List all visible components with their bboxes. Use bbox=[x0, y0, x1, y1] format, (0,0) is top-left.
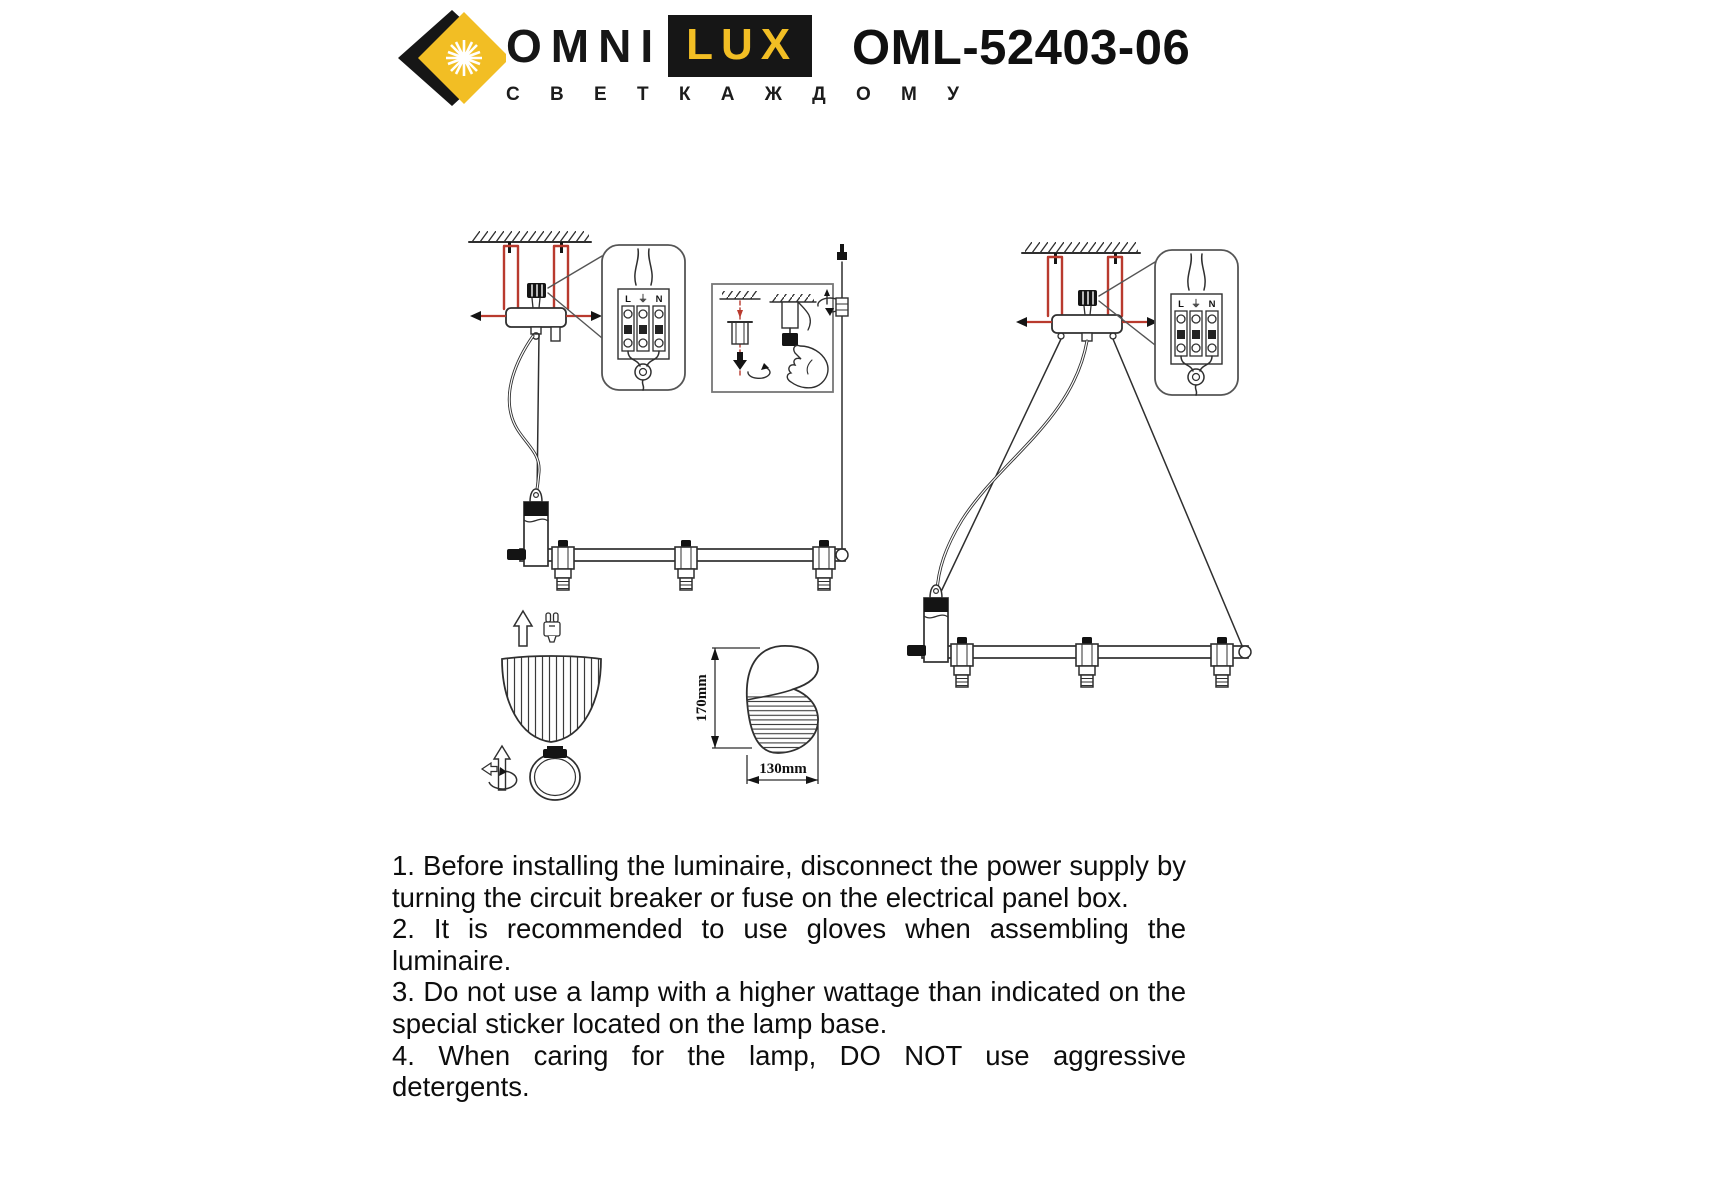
instruction-item-4: 4. When caring for the lamp, DO NOT use aggressive detergents. bbox=[392, 1039, 1186, 1103]
shade-dome bbox=[502, 656, 601, 742]
suspension-wire-left-diagram bbox=[836, 244, 848, 549]
arrow-up-icon bbox=[514, 611, 532, 646]
pendant-bar-right bbox=[907, 585, 1251, 687]
pendant-bar-left bbox=[507, 489, 848, 590]
canopy-left bbox=[506, 308, 566, 341]
model-number: OML-52403-06 bbox=[852, 21, 1191, 75]
left-installation-diagram bbox=[469, 231, 848, 590]
instructions-list bbox=[392, 850, 1186, 1103]
canopy-right bbox=[1052, 315, 1122, 341]
pendant-cables-left bbox=[509, 334, 539, 497]
mounting-ring bbox=[530, 746, 580, 800]
dim-height-label: 170mm bbox=[694, 674, 710, 722]
instruction-item-1: 1. Before installing the luminaire, disconnect the power supply by turning the circuit breaker or fuse on the electrical panel box. bbox=[392, 850, 1186, 913]
ceiling-hatch-left bbox=[469, 231, 591, 253]
right-installation-diagram bbox=[907, 242, 1251, 687]
brand-omni-text: OMNI bbox=[506, 20, 663, 72]
instruction-item-2: 2. It is recommended to use gloves when assembling the luminaire. bbox=[392, 913, 1186, 976]
terminal-block-right bbox=[1078, 290, 1097, 315]
terminal-block-left bbox=[527, 283, 546, 308]
parts-diagram bbox=[482, 611, 601, 800]
mounting-brackets-right bbox=[1048, 257, 1122, 316]
g9-bulb-icon bbox=[544, 613, 560, 642]
brand-tagline: С В Е Т К А Ж Д О М У bbox=[506, 84, 972, 105]
dimension-diagram bbox=[694, 646, 822, 784]
mounting-steps-box bbox=[712, 284, 842, 392]
rotate-attach-icon bbox=[482, 746, 517, 790]
technical-diagrams: L ⏚ N 170mm 130mm bbox=[0, 0, 1715, 1200]
dim-width-label: 130mm bbox=[759, 761, 807, 777]
mounting-brackets-left bbox=[504, 246, 568, 309]
brand-lux-badge: LUX bbox=[668, 15, 812, 77]
instruction-item-3: 3. Do not use a lamp with a higher wattage than indicated on the special sticker located on the lamp base. bbox=[392, 976, 1186, 1039]
